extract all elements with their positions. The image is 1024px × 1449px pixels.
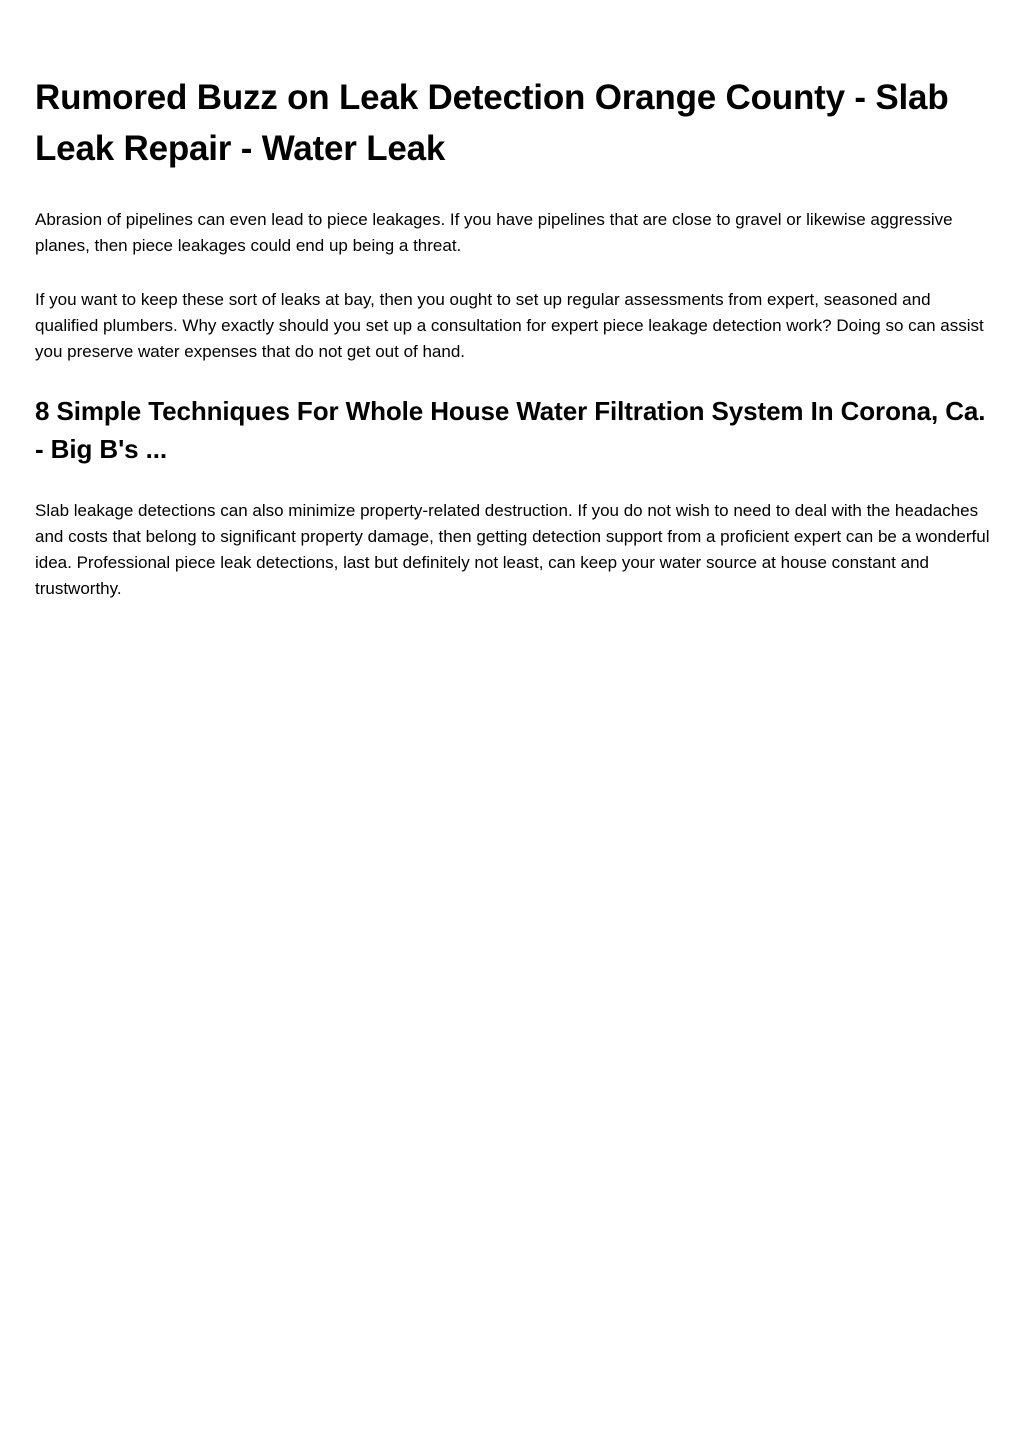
document-page <box>35 0 995 602</box>
body-paragraph: Slab leakage detections can also minimize property-related destruction. If you do not wish to need to deal with the headaches and costs that belong to significant property damage, then getting detection support from a proficient expert can be a wonderful idea. Professional piece leak detections, last but definitely not least, can keep your water source at house constant and trustworthy. <box>35 501 990 598</box>
section-heading: 8 Simple Techniques For Whole House Water Filtration System In Corona, Ca. - Big B's ... <box>35 396 986 464</box>
body-paragraph: Abrasion of pipelines can even lead to piece leakages. If you have pipelines that are close to gravel or likewise aggressive planes, then piece leakages could end up being a threat. <box>35 210 953 255</box>
page-title: Rumored Buzz on Leak Detection Orange County - Slab Leak Repair - Water Leak <box>35 78 949 168</box>
body-paragraph: If you want to keep these sort of leaks at bay, then you ought to set up regular assessments from expert, seasoned and qualified plumbers. Why exactly should you set up a consultation for expert piece leakage detection work? Doing so can assist you preserve water expenses that do not get out of hand. <box>35 290 984 361</box>
